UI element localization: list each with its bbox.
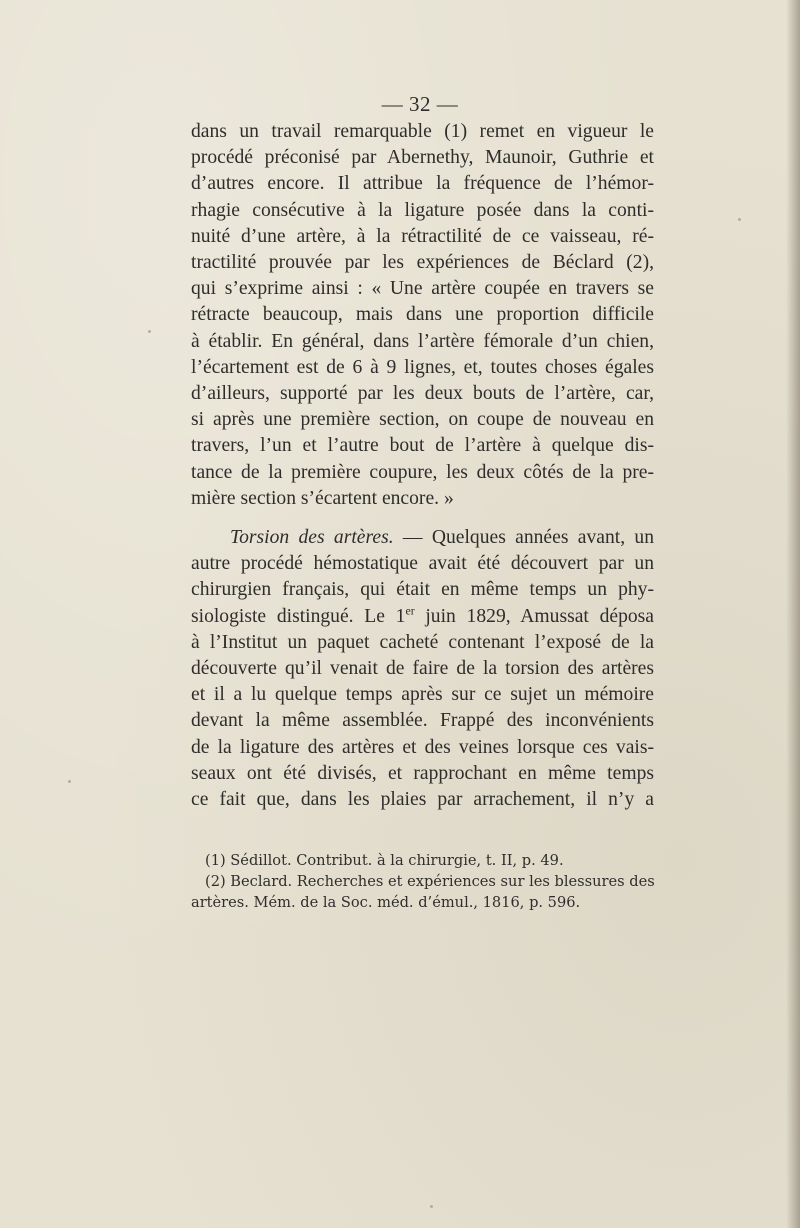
text-line: nuité d’une artère, à la rétractilité de ce vaisseau, ré- xyxy=(191,225,654,247)
text-line: d’ailleurs, supporté par les deux bouts de l’artère, car, xyxy=(191,383,654,405)
footnote-2-continuation: artères. Mém. de la Soc. méd. d’émul., 1816, p. 596. xyxy=(191,894,581,911)
text-line: si après une première section, on coupe de nouveau en xyxy=(191,409,654,431)
text-line: tractilité prouvée par les expériences de Béclard (2), xyxy=(191,252,654,274)
text-line: ce fait que, dans les plaies par arrachement, il n’y a xyxy=(191,789,654,811)
text-line: rhagie consécutive à la ligature posée dans la conti- xyxy=(191,199,654,221)
text-line: qui s’exprime ainsi : « Une artère coupée en travers se xyxy=(191,278,654,300)
text-line xyxy=(191,525,654,551)
text-line: à l’Institut un paquet cacheté contenant l’exposé de la xyxy=(191,631,654,653)
footnote-1: (1) Sédillot. Contribut. à la chirurgie, t. II, p. 49. xyxy=(205,852,564,869)
footnotes xyxy=(191,850,657,913)
text-line: travers, l’un et l’autre bout de l’artère à quelque dis- xyxy=(191,435,654,457)
text-line: de la ligature des artères et des veines lorsque ces vais- xyxy=(191,736,654,758)
text-line: et il a lu quelque temps après sur ce sujet un mémoire xyxy=(191,684,654,706)
text-line: devant la même assemblée. Frappé des inconvénients xyxy=(191,710,654,732)
paper-speck xyxy=(148,330,151,333)
paragraph-torsion-of-arteries xyxy=(191,525,654,813)
text-line: autre procédé hémostatique avait été découvert par un xyxy=(191,553,654,575)
text-line: à établir. En général, dans l’artère fémorale d’un chien, xyxy=(191,330,654,352)
paper-speck xyxy=(68,780,71,783)
text-line: dans un travail remarquable (1) remet en vigueur le xyxy=(191,121,654,142)
text-line: d’autres encore. Il attribue la fréquence de l’hémor- xyxy=(191,173,654,195)
text-line: mière section s’écartent encore. » xyxy=(191,487,454,509)
text-line: chirurgien français, qui était en même temps un phy- xyxy=(191,579,654,601)
ordinal-suffix: er xyxy=(405,604,415,618)
paragraph-arterial-retraction xyxy=(191,119,654,512)
page-number: — 32 — xyxy=(381,92,459,116)
text-line: seaux ont été divisés, et rapprochant en même temps xyxy=(191,762,654,784)
footnote-2: (2) Beclard. Recherches et expériences sur les blessures des xyxy=(205,873,655,890)
text-line: l’écartement est de 6 à 9 lignes, et, toutes choses égales xyxy=(191,356,654,378)
text-fragment: — Quelques années avant, un xyxy=(393,527,654,548)
paper-speck xyxy=(430,1205,433,1208)
text-line: découverte qu’il venait de faire de la torsion des artères xyxy=(191,658,654,680)
section-heading: Torsion des artères. xyxy=(230,527,394,548)
text-line: procédé préconisé par Abernethy, Maunoir, Guthrie et xyxy=(191,147,654,169)
paper-speck xyxy=(738,218,741,221)
text-line: rétracte beaucoup, mais dans une proportion difficile xyxy=(191,304,654,326)
text-line-with-date: siologiste distingué. Le 1er juin 1829, Amussat déposa xyxy=(191,604,654,627)
text-line: tance de la première coupure, les deux côtés de la pre- xyxy=(191,461,654,483)
